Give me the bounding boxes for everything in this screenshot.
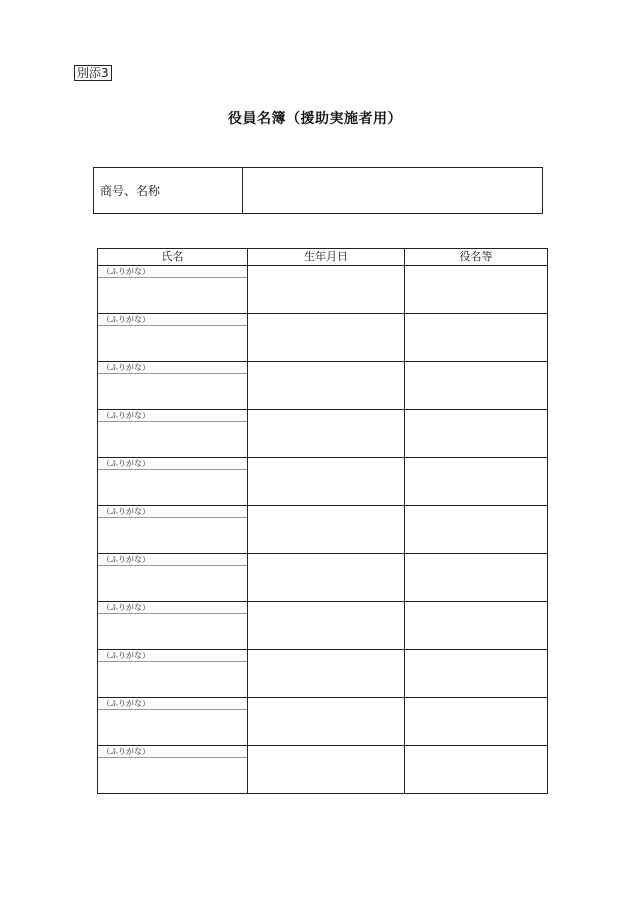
name-field[interactable] [98, 566, 247, 601]
birth-date-field[interactable] [248, 458, 405, 506]
table-row [98, 746, 548, 794]
birth-date-field[interactable] [248, 266, 405, 314]
name-field[interactable] [98, 326, 247, 361]
company-name-field[interactable] [243, 168, 542, 213]
furigana-label[interactable]: （ふりがな） [98, 746, 247, 758]
name-cell [98, 602, 248, 650]
name-cell [98, 698, 248, 746]
name-field[interactable] [98, 758, 247, 793]
officer-roster-table [97, 248, 548, 794]
table-row [98, 362, 548, 410]
position-field[interactable] [405, 746, 548, 794]
name-cell [98, 746, 248, 794]
birth-date-field[interactable] [248, 650, 405, 698]
birth-date-field[interactable] [248, 410, 405, 458]
furigana-label[interactable]: （ふりがな） [98, 314, 247, 326]
name-cell [98, 458, 248, 506]
position-field[interactable] [405, 266, 548, 314]
furigana-label[interactable]: （ふりがな） [98, 698, 247, 710]
table-header-row [98, 249, 548, 266]
table-row [98, 698, 548, 746]
name-cell [98, 362, 248, 410]
name-cell [98, 314, 248, 362]
birth-date-field[interactable] [248, 698, 405, 746]
position-field[interactable] [405, 410, 548, 458]
table-row [98, 314, 548, 362]
birth-date-field[interactable] [248, 314, 405, 362]
position-field[interactable] [405, 554, 548, 602]
company-name-label: 商号、名称 [94, 168, 243, 213]
table-row [98, 410, 548, 458]
position-field[interactable] [405, 650, 548, 698]
page-title: 役員名簿（援助実施者用） [228, 111, 402, 127]
name-field[interactable] [98, 422, 247, 457]
name-field[interactable] [98, 614, 247, 649]
table-row [98, 506, 548, 554]
name-cell [98, 266, 248, 314]
birth-date-field[interactable] [248, 602, 405, 650]
position-field[interactable] [405, 602, 548, 650]
name-cell [98, 506, 248, 554]
name-field[interactable] [98, 518, 247, 553]
roster-body [98, 266, 548, 794]
position-field[interactable] [405, 506, 548, 554]
header-birth-date: 生年月日 [248, 249, 405, 266]
name-cell [98, 650, 248, 698]
furigana-label[interactable]: （ふりがな） [98, 458, 247, 470]
furigana-label[interactable]: （ふりがな） [98, 410, 247, 422]
position-field[interactable] [405, 362, 548, 410]
table-row [98, 266, 548, 314]
birth-date-field[interactable] [248, 506, 405, 554]
table-row [98, 650, 548, 698]
header-name: 氏名 [98, 249, 248, 266]
name-field[interactable] [98, 710, 247, 745]
table-row [98, 458, 548, 506]
name-cell [98, 554, 248, 602]
birth-date-field[interactable] [248, 746, 405, 794]
furigana-label[interactable]: （ふりがな） [98, 650, 247, 662]
position-field[interactable] [405, 698, 548, 746]
name-field[interactable] [98, 662, 247, 697]
position-field[interactable] [405, 314, 548, 362]
table-row [98, 554, 548, 602]
furigana-label[interactable]: （ふりがな） [98, 266, 247, 278]
name-field[interactable] [98, 374, 247, 409]
furigana-label[interactable]: （ふりがな） [98, 602, 247, 614]
birth-date-field[interactable] [248, 554, 405, 602]
name-cell [98, 410, 248, 458]
name-field[interactable] [98, 278, 247, 313]
furigana-label[interactable]: （ふりがな） [98, 554, 247, 566]
position-field[interactable] [405, 458, 548, 506]
company-name-box [93, 167, 543, 214]
name-field[interactable] [98, 470, 247, 505]
attachment-label: 別添3 [74, 65, 112, 81]
furigana-label[interactable]: （ふりがな） [98, 362, 247, 374]
header-position: 役名等 [405, 249, 548, 266]
table-row [98, 602, 548, 650]
furigana-label[interactable]: （ふりがな） [98, 506, 247, 518]
birth-date-field[interactable] [248, 362, 405, 410]
